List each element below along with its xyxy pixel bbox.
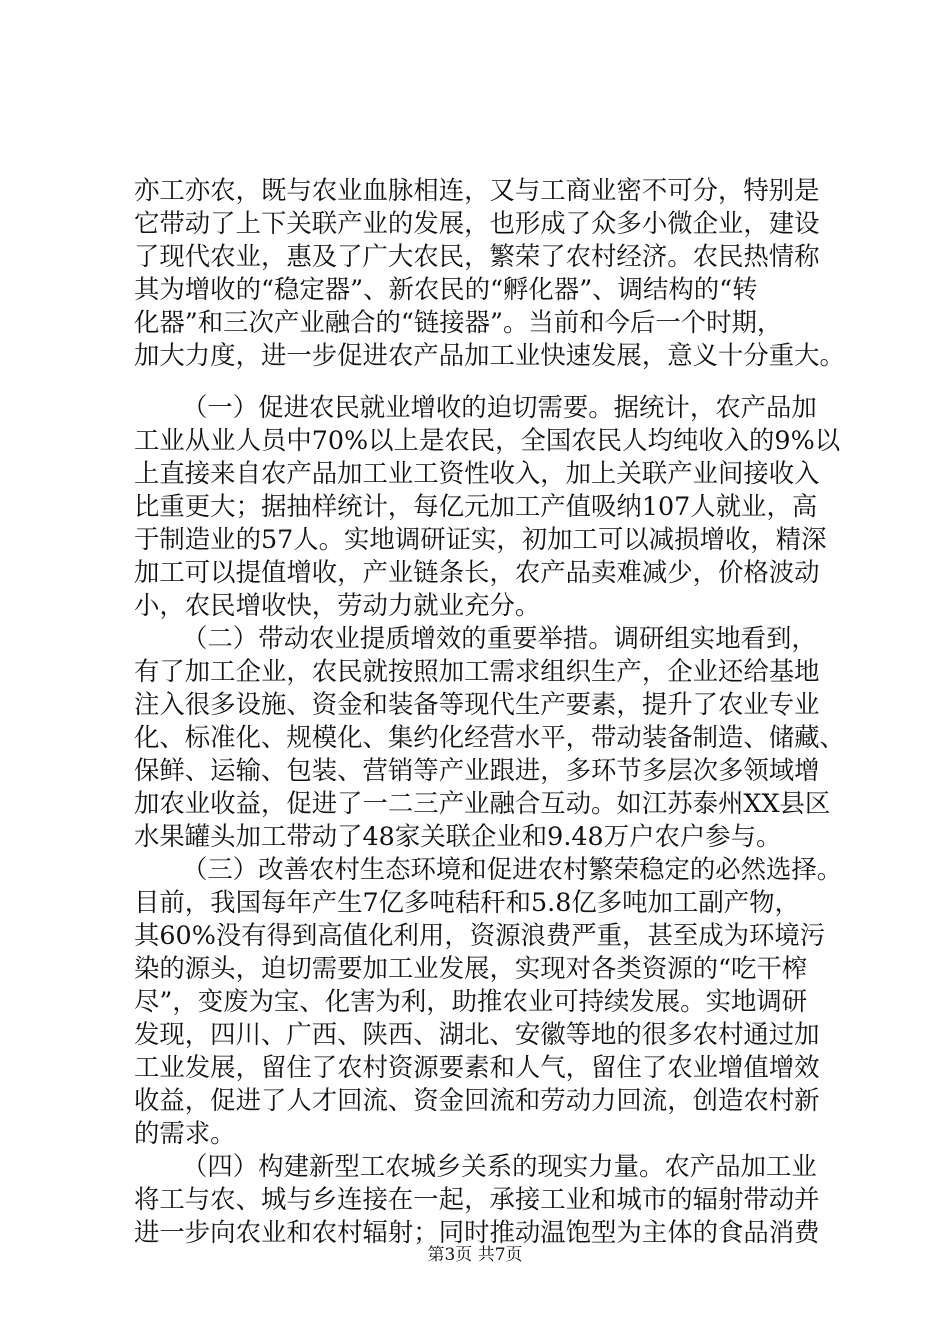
text-line: 工业从业人员中70%以上是农民，全国农民人均纯收入的9%以 <box>134 425 841 455</box>
text-line: 化器”和三次产业融合的“链接器”。当前和今后一个时期， <box>134 307 783 337</box>
text-line: 目前，我国每年产生7亿多吨秸秆和5.8亿多吨加工副产物， <box>134 887 800 917</box>
text-line: 化、标准化、规模化、集约化经营水平，带动装备制造、储藏、 <box>134 722 845 752</box>
text-line: 上直接来自农产品加工业工资性收入，加上关联产业间接收入 <box>134 458 820 488</box>
text-line: 收益，促进了人才回流、资金回流和劳动力回流，创造农村新 <box>134 1085 820 1115</box>
text-line: 将工与农、城与乡连接在一起，承接工业和城市的辐射带动并 <box>134 1184 820 1214</box>
paragraph-heading-line: （一）促进农民就业增收的迫切需要。据统计，农产品加 <box>182 392 817 422</box>
text-line: 水果罐头加工带动了48家关联企业和9.48万户农户参与。 <box>134 821 782 851</box>
page-number-footer: 第3页 共7页 <box>427 1245 523 1265</box>
text-line: 染的源头，迫切需要加工业发展，实现对各类资源的“吃干榨 <box>134 953 808 983</box>
text-line: 了现代农业，惠及了广大农民，繁荣了农村经济。农民热情称 <box>134 241 820 271</box>
text-line: 加大力度，进一步促进农产品加工业快速发展，意义十分重大。 <box>134 340 845 370</box>
text-line: 进一步向农业和农村辐射；同时推动温饱型为主体的食品消费 <box>134 1217 820 1247</box>
text-line: 工业发展，留住了农村资源要素和人气，留住了农业增值增效 <box>134 1052 820 1082</box>
text-line: 发现，四川、广西、陕西、湖北、安徽等地的很多农村通过加 <box>134 1019 820 1049</box>
text-line: 比重更大；据抽样统计，每亿元加工产值吸纳107人就业，高 <box>134 491 818 521</box>
text-line: 其60%没有得到高值化利用，资源浪费严重，甚至成为环境污 <box>134 920 826 950</box>
text-line: 亦工亦农，既与农业血脉相连，又与工商业密不可分，特别是 <box>134 175 820 205</box>
text-line: 加农业收益，促进了一二三产业融合互动。如江苏泰州XX县区 <box>134 788 831 818</box>
text-line: 它带动了上下关联产业的发展，也形成了众多小微企业，建设 <box>134 208 820 238</box>
paragraph-heading-line: （三）改善农村生态环境和促进农村繁荣稳定的必然选择。 <box>182 854 843 884</box>
text-line: 于制造业的57人。实地调研证实，初加工可以减损增收，精深 <box>134 524 827 554</box>
text-line: 有了加工企业，农民就按照加工需求组织生产，企业还给基地 <box>134 656 820 686</box>
text-line: 小，农民增收快，劳动力就业充分。 <box>134 590 541 620</box>
text-line: 保鲜、运输、包装、营销等产业跟进，多环节多层次多领域增 <box>134 755 820 785</box>
paragraph-heading-line: （四）构建新型工农城乡关系的现实力量。农产品加工业 <box>182 1151 817 1181</box>
text-line: 尽”，变废为宝、化害为利，助推农业可持续发展。实地调研 <box>134 986 808 1016</box>
text-line: 的需求。 <box>134 1118 236 1148</box>
text-line: 加工可以提值增收，产业链条长，农产品卖难减少，价格波动 <box>134 557 820 587</box>
text-line: 其为增收的“稳定器”、新农民的“孵化器”、调结构的“转 <box>134 274 758 304</box>
text-line: 注入很多设施、资金和装备等现代生产要素，提升了农业专业 <box>134 689 820 719</box>
paragraph-heading-line: （二）带动农业提质增效的重要举措。调研组实地看到， <box>182 623 817 653</box>
